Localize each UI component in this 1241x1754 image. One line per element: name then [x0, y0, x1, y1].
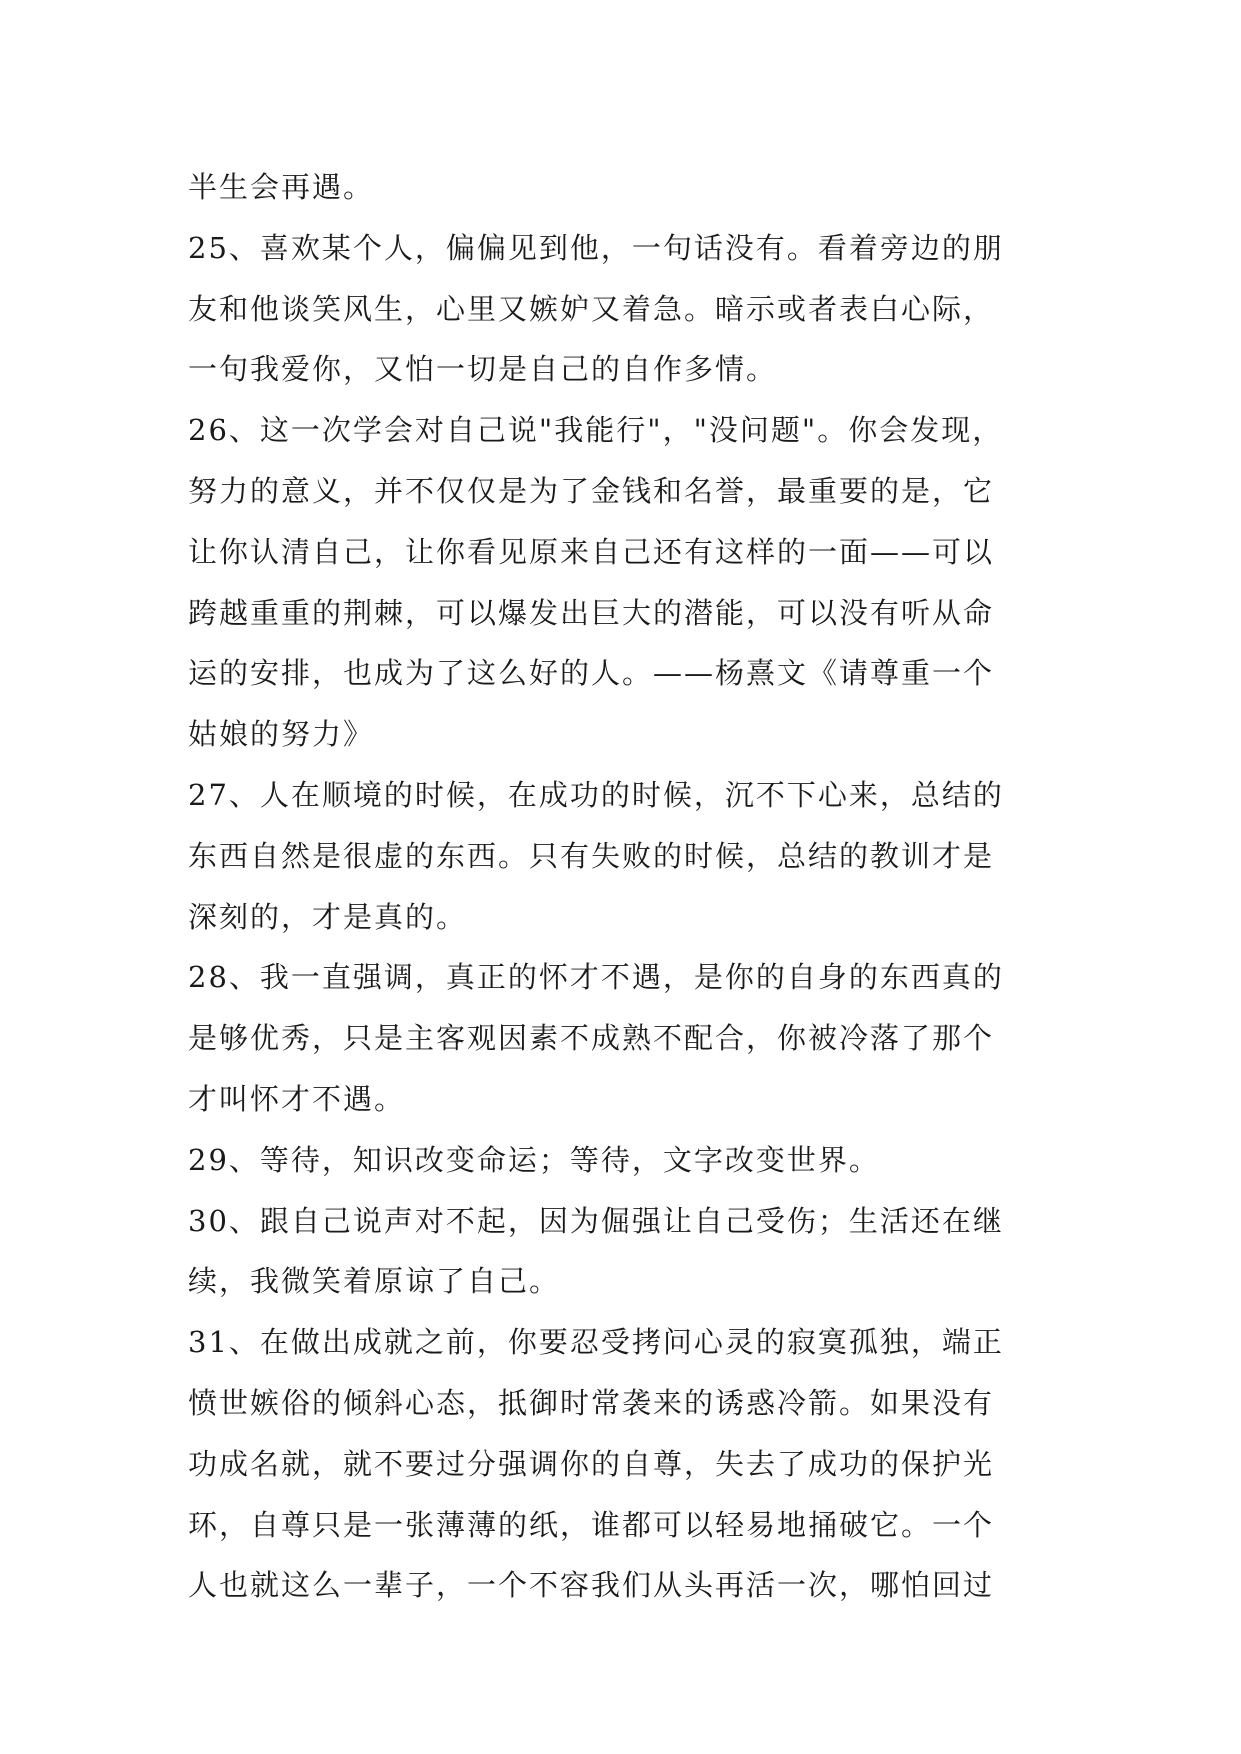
text-line: 一句我爱你，又怕一切是自己的自作多情。: [188, 352, 778, 387]
text-line: 29、等待，知识改变命运；等待，文字改变世界。: [188, 1142, 880, 1177]
text-line: 愤世嫉俗的倾斜心态，抵御时常袭来的诱惑冷箭。如果没有: [188, 1385, 995, 1420]
text-line: 跨越重重的荆棘，可以爆发出巨大的潜能，可以没有听从命: [188, 595, 995, 630]
text-line: 30、跟自己说声对不起，因为倔强让自己受伤；生活还在继: [188, 1203, 1004, 1238]
text-line: 功成名就，就不要过分强调你的自尊，失去了成功的保护光: [188, 1446, 995, 1481]
text-line: 友和他谈笑风生，心里又嫉妒又着急。暗示或者表白心际，: [188, 291, 995, 326]
text-line: 28、我一直强调，真正的怀才不遇，是你的自身的东西真的: [188, 960, 1004, 995]
text-line: 26、这一次学会对自己说"我能行"，"没问题"。你会发现，: [188, 413, 1004, 448]
text-line: 环，自尊只是一张薄薄的纸，谁都可以轻易地捅破它。一个: [188, 1507, 995, 1542]
text-line: 半生会再遇。: [188, 170, 375, 204]
text-line: 姑娘的努力》: [188, 717, 375, 752]
document-body: [188, 157, 1058, 1616]
text-line: 东西自然是很虚的东西。只有失败的时候，总结的教训才是: [188, 838, 995, 873]
text-line: 让你认清自己，让你看见原来自己还有这样的一面——可以: [188, 534, 995, 569]
text-line: 31、在做出成就之前，你要忍受拷问心灵的寂寞孤独，端正: [188, 1325, 1004, 1360]
text-line: 续，我微笑着原谅了自己。: [188, 1264, 561, 1299]
text-line: 深刻的，才是真的。: [188, 899, 468, 934]
text-line: 才叫怀才不遇。: [188, 1081, 406, 1116]
text-line: 努力的意义，并不仅仅是为了金钱和名誉，最重要的是，它: [188, 473, 995, 508]
text-line: 25、喜欢某个人，偏偏见到他，一句话没有。看着旁边的朋: [188, 230, 1004, 265]
text-line: 是够优秀，只是主客观因素不成熟不配合，你被冷落了那个: [188, 1021, 995, 1056]
text-line: 27、人在顺境的时候，在成功的时候，沉不下心来，总结的: [188, 777, 1004, 812]
text-line: 运的安排，也成为了这么好的人。——杨熹文《请尊重一个: [188, 656, 995, 691]
text-line: 人也就这么一辈子，一个不容我们从头再活一次，哪怕回过: [188, 1568, 995, 1603]
